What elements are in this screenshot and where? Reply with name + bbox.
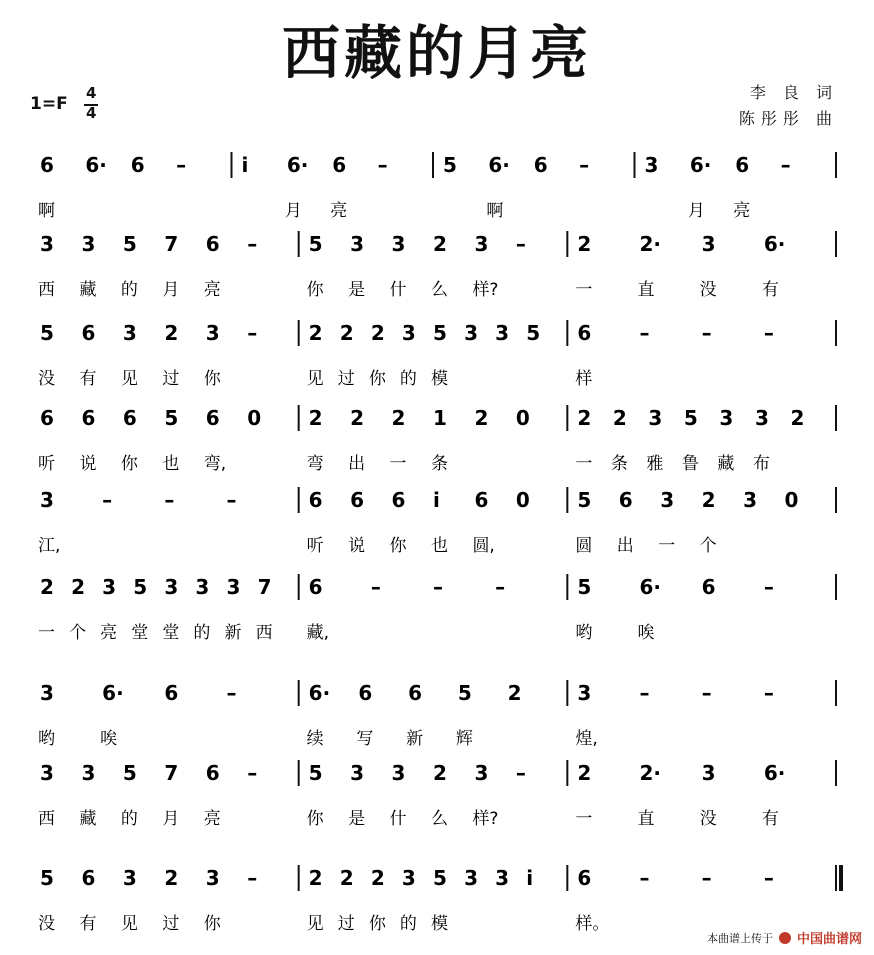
lyric: 见: [120, 914, 138, 934]
note: 3: [40, 681, 54, 705]
note: 6·: [102, 681, 124, 705]
note: 5: [457, 681, 472, 705]
note: 6: [332, 153, 347, 177]
note: 3: [122, 321, 137, 345]
note: 2: [308, 406, 323, 430]
lyric: 西: [38, 280, 55, 300]
note: 6: [130, 153, 145, 177]
note: 2: [577, 232, 592, 256]
lyric: 听: [38, 454, 55, 474]
lyric: 藏,: [306, 623, 330, 643]
note: 5: [433, 866, 447, 890]
note: –: [247, 321, 258, 345]
lyric: 堂: [131, 623, 149, 643]
lyric: 一: [38, 623, 55, 643]
lyric: 么: [431, 809, 448, 829]
lyric: 过: [162, 914, 180, 934]
note: 5: [433, 321, 447, 345]
lyric: 有: [761, 809, 779, 829]
note: 6: [40, 406, 54, 430]
note: 2: [339, 321, 354, 345]
note: –: [433, 575, 443, 599]
lyricist-credit: 李 良 词: [749, 83, 838, 102]
lyric: 月: [162, 280, 180, 300]
note: 6: [408, 681, 423, 705]
lyric: 西: [255, 623, 273, 643]
note: –: [763, 866, 774, 890]
lyric: 是: [348, 280, 366, 300]
note: 6: [618, 488, 633, 512]
note: 5: [308, 761, 323, 785]
note: i: [526, 866, 534, 890]
lyric: 啊: [38, 201, 55, 221]
note: 7: [164, 232, 179, 256]
note: 2: [433, 761, 447, 785]
note: 6: [701, 575, 716, 599]
lyric: 鲁: [681, 454, 699, 474]
lyric: 唉: [637, 623, 655, 643]
note: 6·: [85, 153, 107, 177]
lyric: 哟: [38, 729, 55, 749]
note: i: [241, 153, 249, 177]
note: –: [226, 681, 237, 705]
lyric: 没: [38, 914, 55, 934]
note: 3: [391, 232, 406, 256]
note: 2: [507, 681, 522, 705]
note: 6: [350, 488, 365, 512]
note: 5: [683, 406, 698, 430]
note: 6·: [763, 761, 786, 785]
note: 3: [743, 488, 758, 512]
note: –: [102, 488, 113, 512]
lyric: 月: [162, 809, 180, 829]
lyric: 新: [406, 729, 424, 749]
lyric: 出: [348, 454, 366, 474]
lyric: 一: [389, 454, 407, 474]
note: 2: [577, 761, 592, 785]
lyric: 一: [575, 454, 593, 474]
note: 2: [701, 488, 716, 512]
note: 3: [701, 232, 716, 256]
lyric: 一: [575, 809, 593, 829]
lyric: 是: [348, 809, 366, 829]
lyric: 的: [399, 914, 417, 934]
note: 5: [577, 575, 592, 599]
lyric: 没: [699, 809, 717, 829]
lyric: 布: [752, 454, 770, 474]
note: 6: [205, 232, 220, 256]
composer-credit: 陈彤彤 曲: [738, 109, 838, 128]
lyric: 模: [431, 369, 448, 389]
note: 3: [719, 406, 734, 430]
note: 6: [308, 488, 323, 512]
lyric: 雅: [646, 454, 664, 474]
note: 6: [40, 153, 54, 177]
lyric: 样。: [575, 914, 610, 934]
lyric: 见: [120, 369, 138, 389]
lyric: 亮: [330, 201, 348, 221]
note: 3: [164, 575, 179, 599]
note: 6: [164, 681, 179, 705]
lyric: 有: [79, 914, 97, 934]
lyric: 过: [162, 369, 180, 389]
note: –: [495, 575, 506, 599]
lyric: 你: [368, 369, 386, 389]
note: 2: [164, 866, 179, 890]
note: 2: [339, 866, 354, 890]
lyric: 唉: [100, 729, 118, 749]
note: –: [370, 575, 381, 599]
note: 0: [784, 488, 799, 512]
note: –: [579, 153, 590, 177]
note: 3: [350, 761, 365, 785]
note: –: [639, 681, 650, 705]
lyric: 西: [38, 809, 55, 829]
note: 6: [205, 406, 220, 430]
site-name: 中国曲谱网: [796, 932, 862, 947]
lyric: 听: [306, 536, 324, 556]
note: 6: [577, 866, 592, 890]
note: 6: [205, 761, 220, 785]
lyric: 哟: [575, 623, 593, 643]
key-signature: 1=F: [30, 94, 68, 114]
note: 2·: [639, 232, 662, 256]
upload-text: 本曲谱上传于: [706, 931, 773, 945]
note: –: [247, 866, 258, 890]
note: –: [780, 153, 791, 177]
note: 6·: [308, 681, 331, 705]
note: 2: [433, 232, 447, 256]
lyric: 续: [306, 729, 324, 749]
note: 2: [612, 406, 627, 430]
lyric: 个: [699, 536, 717, 556]
note: 0: [515, 406, 530, 430]
note: 6: [391, 488, 406, 512]
time-signature-top: 4: [86, 84, 97, 102]
lyric: 月: [284, 201, 302, 221]
song-title: 西藏的月亮: [281, 19, 592, 87]
note: 2: [308, 866, 323, 890]
note: 6: [81, 406, 96, 430]
lyric: 见: [306, 369, 324, 389]
note: 3: [195, 575, 210, 599]
lyric: 一: [658, 536, 676, 556]
note: 2: [370, 321, 385, 345]
note: –: [176, 153, 187, 177]
lyric: 过: [337, 914, 355, 934]
lyric: 写: [356, 729, 374, 749]
lyric: 江,: [38, 536, 61, 556]
note: 5: [443, 153, 457, 177]
note: 6: [358, 681, 373, 705]
lyric: 样: [575, 369, 593, 389]
lyric: 你: [203, 914, 221, 934]
note: 3: [464, 866, 479, 890]
lyric: 直: [637, 809, 655, 829]
lyric: 没: [38, 369, 55, 389]
note: 3: [648, 406, 663, 430]
note: 2: [350, 406, 365, 430]
lyric: 藏: [79, 280, 97, 300]
lyric: 也: [162, 454, 180, 474]
lyric: 弯: [306, 454, 324, 474]
note: 3: [401, 866, 416, 890]
note: 3: [40, 761, 54, 785]
lyric: 的: [120, 280, 138, 300]
note: 2: [370, 866, 385, 890]
note: 2·: [639, 761, 662, 785]
note: –: [377, 153, 388, 177]
note: 2: [71, 575, 86, 599]
note: 3: [350, 232, 365, 256]
note: –: [763, 681, 774, 705]
lyric: 过: [337, 369, 355, 389]
lyric: 煌,: [575, 729, 598, 749]
time-signature-bottom: 4: [86, 104, 97, 122]
lyric: 你: [306, 280, 324, 300]
lyric: 见: [306, 914, 324, 934]
lyric: 说: [79, 454, 97, 474]
note: 3: [205, 866, 220, 890]
note: 2: [308, 321, 323, 345]
note: 3: [40, 488, 54, 512]
lyric: 样?: [472, 809, 499, 829]
note: 6: [577, 321, 592, 345]
lyric: 么: [431, 280, 448, 300]
note: 5: [164, 406, 179, 430]
note: 7: [164, 761, 179, 785]
note: 3: [754, 406, 769, 430]
note: 7: [257, 575, 272, 599]
note: 5: [526, 321, 541, 345]
lyric: 也: [431, 536, 448, 556]
note: –: [639, 866, 650, 890]
note: 3: [474, 232, 489, 256]
note: 0: [247, 406, 262, 430]
lyric: 你: [389, 536, 407, 556]
lyric: 亮: [203, 280, 221, 300]
note: 5: [40, 321, 54, 345]
note: –: [763, 321, 774, 345]
site-logo-icon: [779, 932, 791, 944]
lyric: 啊: [486, 201, 504, 221]
note: 2: [474, 406, 489, 430]
note: –: [701, 321, 712, 345]
note: 2: [164, 321, 179, 345]
lyric: 的: [399, 369, 417, 389]
upload-footer: [707, 928, 862, 947]
note: 3: [226, 575, 241, 599]
note: 3: [102, 575, 117, 599]
lyric: 你: [368, 914, 386, 934]
note: 2: [40, 575, 54, 599]
note: 3: [660, 488, 675, 512]
lyric: 条: [610, 454, 628, 474]
note: i: [433, 488, 440, 512]
note: –: [701, 866, 712, 890]
lyric: 亮: [203, 809, 221, 829]
lyric: 出: [616, 536, 634, 556]
note: –: [247, 232, 258, 256]
lyric: 个: [69, 623, 87, 643]
lyric: 你: [120, 454, 138, 474]
note: 3: [205, 321, 220, 345]
note: 6·: [488, 153, 510, 177]
note: 3: [644, 153, 659, 177]
lyric: 的: [193, 623, 211, 643]
lyric: 新: [224, 623, 242, 643]
note: 6: [735, 153, 750, 177]
note: 6·: [689, 153, 712, 177]
note: 5: [122, 232, 137, 256]
lyric: 什: [389, 280, 407, 300]
note: –: [164, 488, 175, 512]
note: 3: [577, 681, 592, 705]
note: –: [515, 761, 526, 785]
lyric: 没: [699, 280, 717, 300]
lyric: 直: [637, 280, 655, 300]
note: 6: [474, 488, 489, 512]
lyric: 弯,: [203, 454, 227, 474]
note: 5: [133, 575, 148, 599]
lyric: 一: [575, 280, 593, 300]
note: 6: [81, 866, 96, 890]
note: 6·: [763, 232, 786, 256]
lyric: 模: [431, 914, 448, 934]
note: 3: [122, 866, 137, 890]
lyric: 月: [687, 201, 705, 221]
lyric: 圆,: [472, 536, 495, 556]
note: –: [226, 488, 237, 512]
note: 5: [122, 761, 137, 785]
note: 0: [515, 488, 530, 512]
note: 6: [122, 406, 137, 430]
note: –: [515, 232, 526, 256]
note: 5: [40, 866, 54, 890]
lyric: 堂: [162, 623, 180, 643]
note: 6: [533, 153, 548, 177]
note: 3: [391, 761, 406, 785]
lyric: 亮: [100, 623, 118, 643]
lyric: 辉: [455, 729, 473, 749]
lyric: 什: [389, 809, 407, 829]
note: 3: [464, 321, 479, 345]
note: 5: [308, 232, 323, 256]
note: 3: [81, 761, 96, 785]
note: 2: [577, 406, 592, 430]
note: 3: [401, 321, 416, 345]
note: 3: [40, 232, 54, 256]
lyric: 圆: [575, 536, 593, 556]
lyric: 样?: [472, 280, 499, 300]
lyric: 藏: [79, 809, 97, 829]
note: –: [639, 321, 650, 345]
note: 2: [391, 406, 406, 430]
lyric: 你: [306, 809, 324, 829]
note: 3: [495, 866, 510, 890]
note: 1: [433, 406, 447, 430]
note: 3: [474, 761, 489, 785]
lyric: 你: [203, 369, 221, 389]
note: 3: [81, 232, 96, 256]
note: 5: [577, 488, 592, 512]
lyric: 亮: [733, 201, 751, 221]
note: 2: [790, 406, 805, 430]
note: –: [763, 575, 774, 599]
note: 3: [495, 321, 510, 345]
lyric: 有: [79, 369, 97, 389]
note: 6: [81, 321, 96, 345]
lyric: 有: [761, 280, 779, 300]
note: 3: [701, 761, 716, 785]
lyric: 的: [120, 809, 138, 829]
note: 6·: [286, 153, 309, 177]
lyric: 条: [431, 454, 448, 474]
note: 6: [308, 575, 323, 599]
note: –: [701, 681, 712, 705]
note: –: [247, 761, 258, 785]
lyric: 说: [348, 536, 366, 556]
note: 6·: [639, 575, 662, 599]
lyric: 藏: [717, 454, 735, 474]
